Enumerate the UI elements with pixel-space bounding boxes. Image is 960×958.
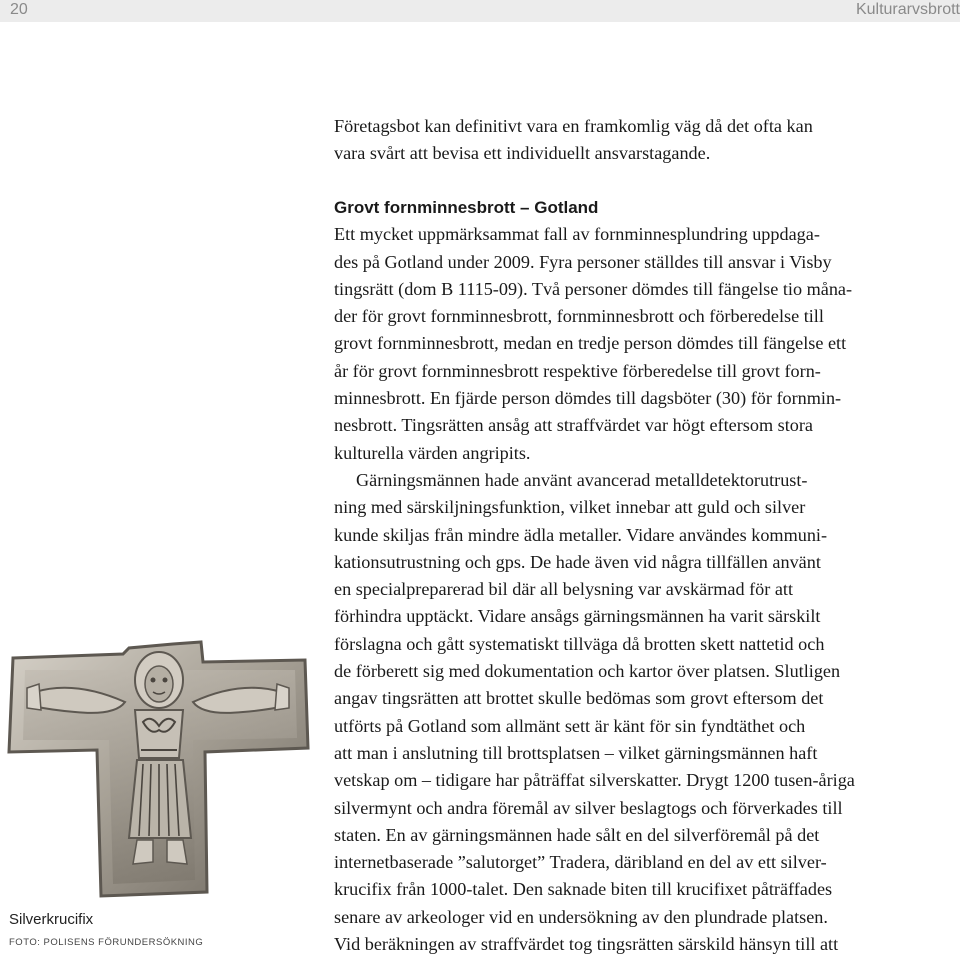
body-line: Vid beräkningen av straffvärdet tog tingsrätten särskild hänsyn till att [334, 934, 839, 955]
body-line: år för grovt fornminnesbrott respektive förberedelse till grovt forn- [334, 360, 821, 381]
body-line: vara svårt att bevisa ett individuellt ansvarstagande. [334, 143, 711, 164]
case-section [334, 194, 960, 958]
body-line: ning med särskiljningsfunktion, vilket innebar att guld och silver [334, 497, 806, 518]
body-line: Ett mycket uppmärksammat fall av fornminnesplundring uppdaga- [334, 224, 820, 245]
page-number: 20 [10, 1, 28, 18]
figure-caption: Silverkrucifix [9, 911, 94, 928]
intro-paragraph [334, 113, 960, 168]
body-line: tingsrätt (dom B 1115-09). Två personer dömdes till fängelse tio måna- [334, 278, 853, 299]
body-line: senare av arkeologer vid en undersökning av den plundrade platsen. [334, 906, 828, 927]
body-line: grovt fornminnesbrott, medan en tredje person dömdes till fängelse ett [334, 333, 847, 354]
body-line: vetskap om – tidigare har påträffat silverskatter. Drygt 1200 tusen-åriga [334, 770, 855, 791]
body-line: der för grovt fornminnesbrott, fornminnesbrott och förberedelse till [334, 306, 824, 327]
body-line: angav tingsrätten att brottet skulle bedömas som grovt eftersom det [334, 688, 824, 709]
body-line: kunde skiljas från mindre ädla metaller. Vidare användes kommuni- [334, 524, 828, 545]
body-line: förhindra upptäckt. Vidare ansågs gärningsmännen ha varit särskilt [334, 606, 821, 627]
body-line: krucifix från 1000-talet. Den saknade biten till krucifixet påträffades [334, 879, 833, 900]
body-line: internetbaserade ”salutorget” Tradera, däribland en del av ett silver- [334, 852, 827, 873]
body-line: Företagsbot kan definitivt vara en framkomlig väg då det ofta kan [334, 116, 813, 136]
section-heading: Grovt fornminnesbrott – Gotland [334, 198, 599, 217]
body-line: staten. En av gärningsmännen hade sålt en del silverföremål på det [334, 824, 820, 845]
body-line: des på Gotland under 2009. Fyra personer ställdes till ansvar i Visby [334, 251, 832, 272]
body-line: silvermynt och andra föremål av silver beslagtogs och förverkades till [334, 797, 843, 818]
body-line: kationsutrustning och gps. De hade även vid några tillfällen använt [334, 551, 821, 572]
body-line: kulturella värden angripits. [334, 442, 531, 463]
page-header-bar [0, 0, 960, 22]
body-line: minnesbrott. En fjärde person dömdes till dagsböter (30) för fornmin- [334, 388, 842, 409]
silver-crucifix-photo [5, 640, 311, 902]
photo-credit: FOTO: POLISENS FÖRUNDERSÖKNING [9, 937, 204, 948]
body-line: Gärningsmännen hade använt avancerad metalldetektorutrust- [356, 469, 808, 490]
body-line: förslagna och gått systematiskt tillväga då brotten skett nattetid och [334, 633, 825, 654]
body-line: en specialpreparerad bil där all belysning var avskärmad för att [334, 579, 794, 600]
body-line: nesbrott. Tingsrätten ansåg att straffvärdet var högt eftersom stora [334, 415, 813, 436]
body-line: de förberett sig med dokumentation och kartor över platsen. Slutligen [334, 661, 841, 682]
body-line: att man i anslutning till brottsplatsen – vilket gärningsmännen haft [334, 742, 818, 763]
running-title: Kulturarvsbrott [855, 1, 960, 18]
body-line: utförts på Gotland som allmänt sett är känt för sin fyndtäthet och [334, 715, 806, 736]
